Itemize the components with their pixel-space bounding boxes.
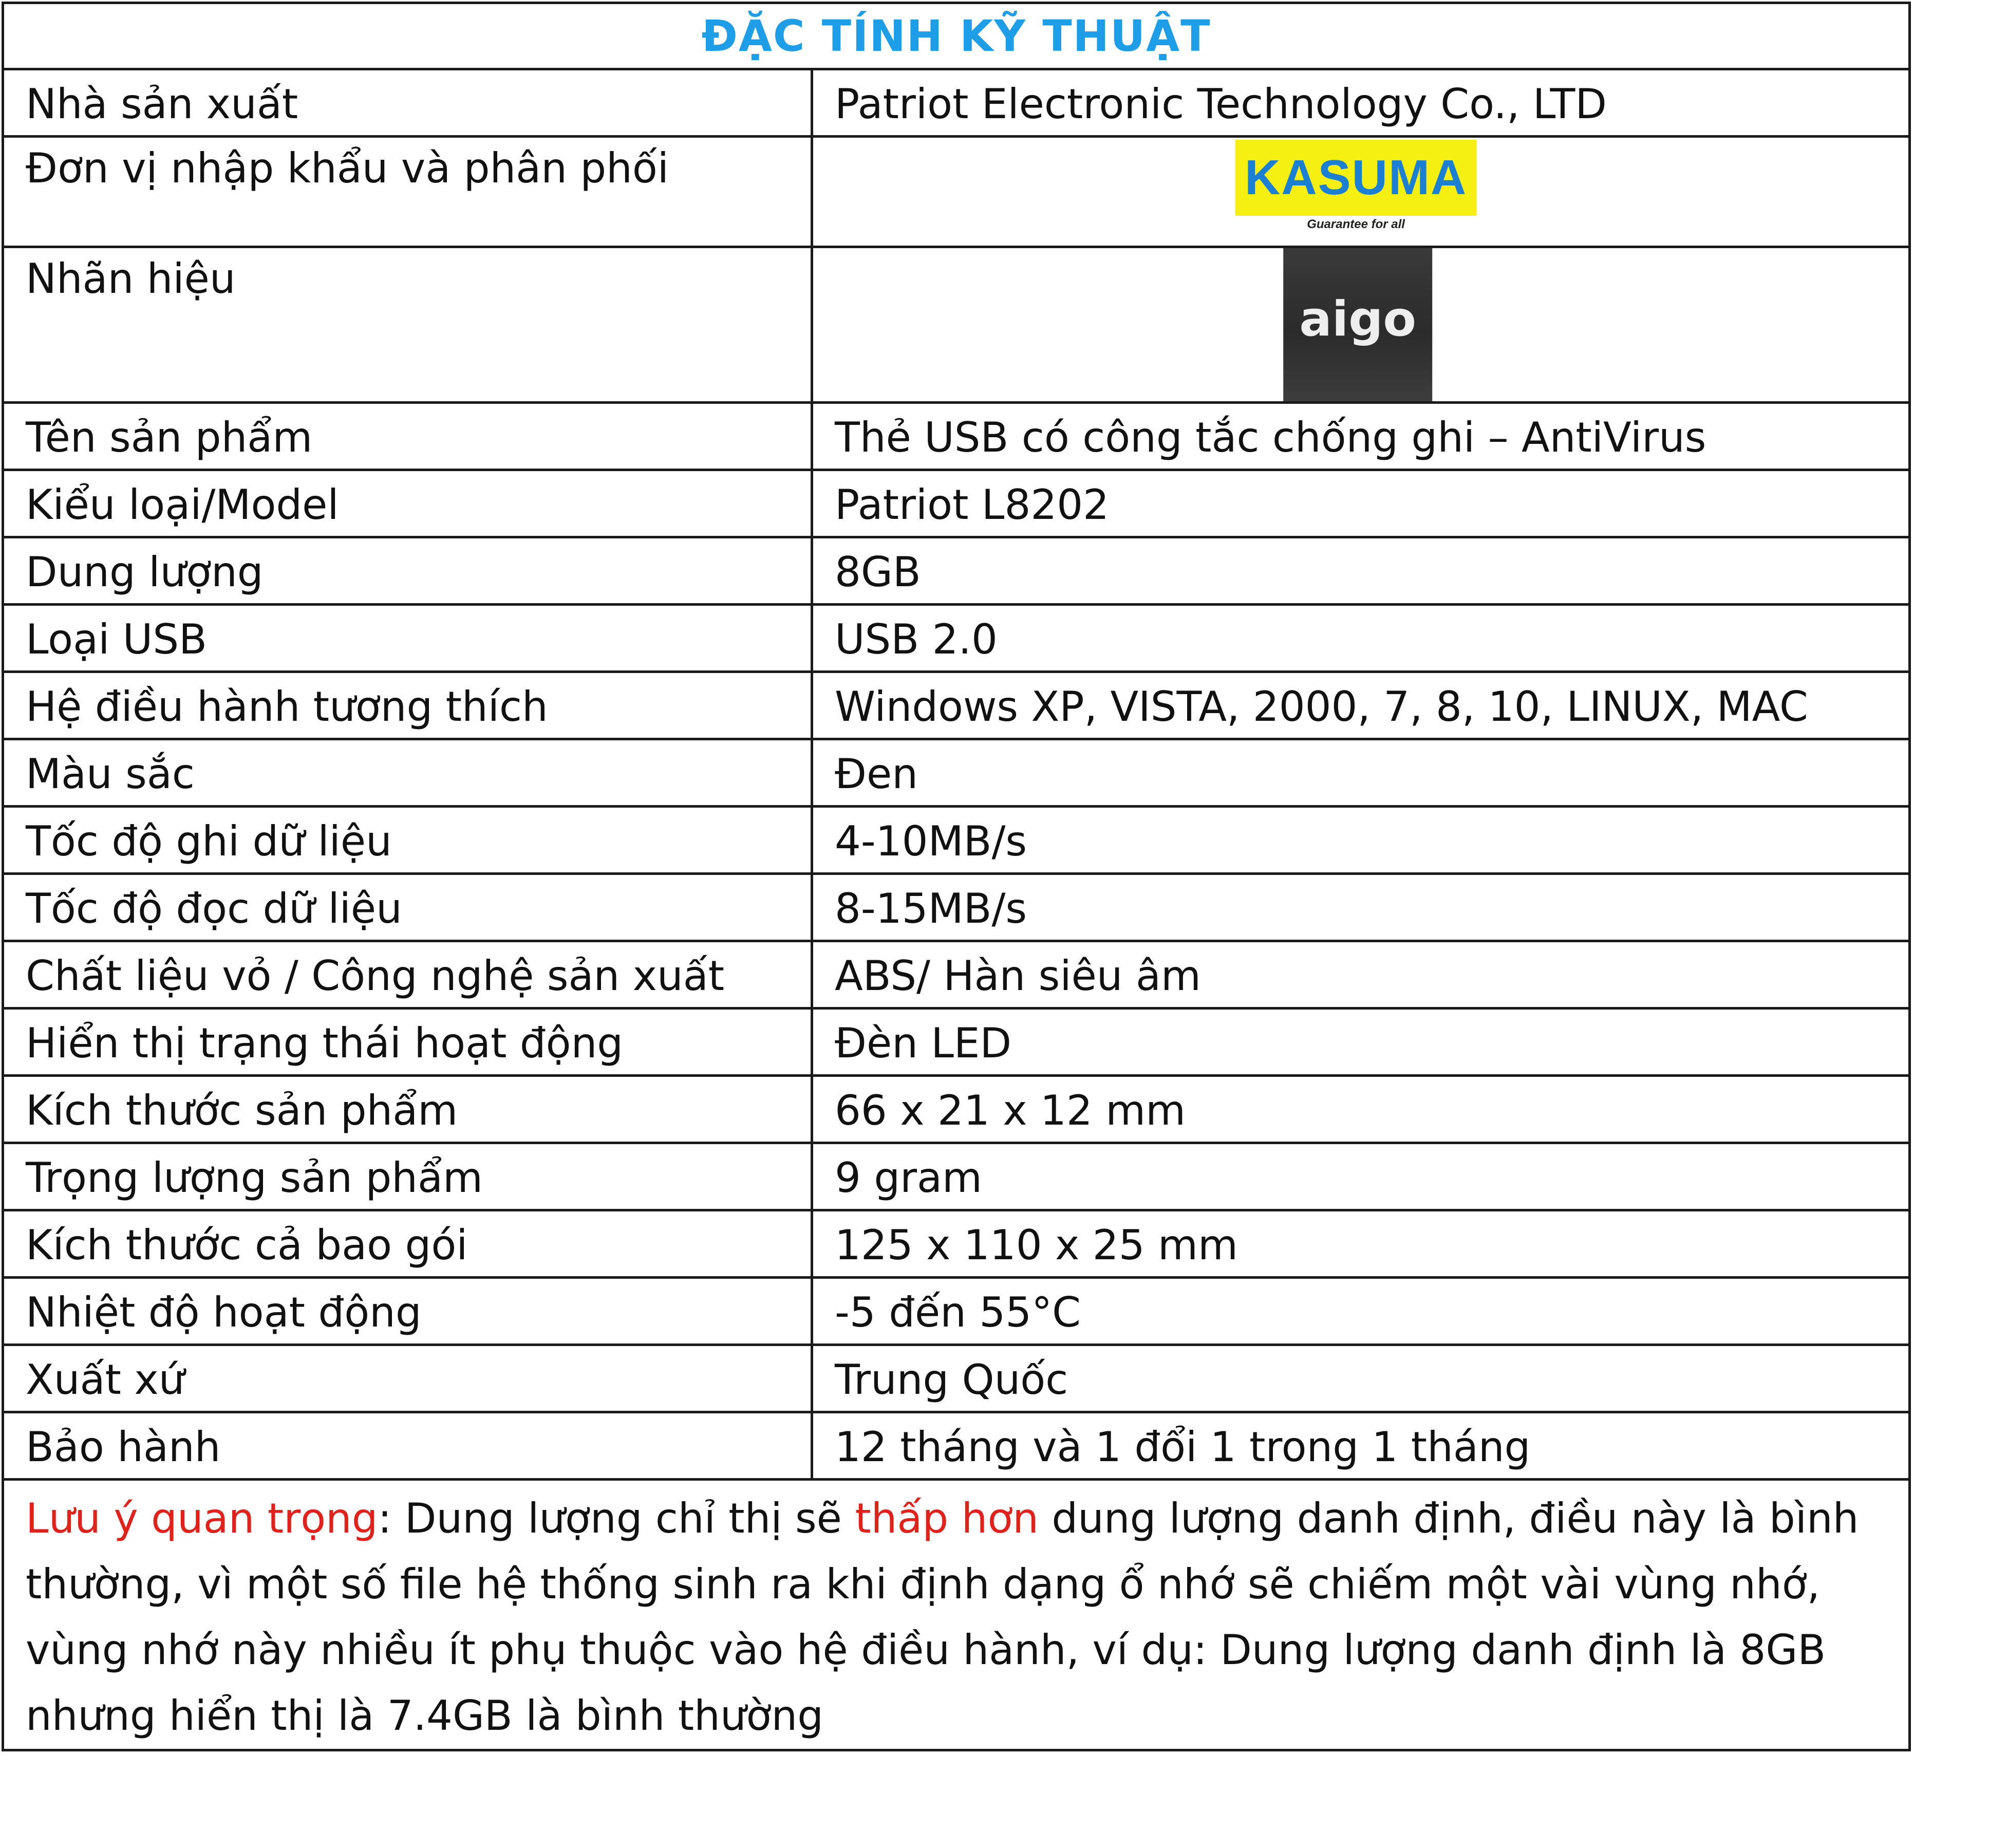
row-label: Bảo hành (3, 1412, 812, 1480)
row-label: Tốc độ đọc dữ liệu (3, 874, 812, 941)
row-label: Hệ điều hành tương thích (3, 672, 812, 739)
spec-title: ĐẶC TÍNH KỸ THUẬT (3, 3, 1910, 69)
row-value: 4-10MB/s (812, 807, 1910, 874)
row-label: Tốc độ ghi dữ liệu (3, 807, 812, 874)
row-value: 125 x 110 x 25 mm (812, 1210, 1910, 1278)
spec-title-row (3, 3, 1910, 69)
row-label: Nhãn hiệu (3, 247, 812, 403)
row-label: Dung lượng (3, 537, 812, 605)
table-row (3, 1009, 1910, 1076)
row-label: Kích thước sản phẩm (3, 1076, 812, 1143)
row-value: Thẻ USB có công tắc chống ghi – AntiVirus (812, 403, 1910, 470)
row-value: Patriot L8202 (812, 470, 1910, 537)
row-label: Tên sản phẩm (3, 403, 812, 470)
row-value: -5 đến 55°C (812, 1278, 1910, 1345)
row-value: 12 tháng và 1 đổi 1 trong 1 tháng (812, 1412, 1910, 1480)
table-row (3, 470, 1910, 537)
importer-logo-cell (812, 137, 1910, 247)
table-row (3, 672, 1910, 739)
row-value: Đen (812, 739, 1910, 807)
table-row (3, 941, 1910, 1009)
row-value: Windows XP, VISTA, 2000, 7, 8, 10, LINUX, MAC (812, 672, 1910, 739)
row-value: 9 gram (812, 1143, 1910, 1210)
table-row (3, 137, 1910, 247)
table-row (3, 69, 1910, 137)
kasuma-logo-text: KASUMA (1244, 150, 1468, 205)
row-label: Nhà sản xuất (3, 69, 812, 137)
important-note (3, 1480, 1910, 1750)
kasuma-tagline: Guarantee for all (1307, 217, 1405, 231)
aigo-logo-text: aigo (1299, 291, 1416, 347)
row-label: Đơn vị nhập khẩu và phân phối (3, 137, 812, 247)
row-value: ABS/ Hàn siêu âm (812, 941, 1910, 1009)
kasuma-logo-box (1235, 140, 1477, 216)
row-label: Chất liệu vỏ / Công nghệ sản xuất (3, 941, 812, 1009)
row-label: Nhiệt độ hoạt động (3, 1278, 812, 1345)
kasuma-logo (1235, 140, 1477, 233)
row-label: Hiển thị trạng thái hoạt động (3, 1009, 812, 1076)
note-row (3, 1480, 1910, 1750)
table-row (3, 403, 1910, 470)
note-highlight: thấp hơn (855, 1495, 1039, 1542)
row-value: USB 2.0 (812, 605, 1910, 672)
table-row (3, 537, 1910, 605)
row-value: 66 x 21 x 12 mm (812, 1076, 1910, 1143)
row-value: Trung Quốc (812, 1345, 1910, 1412)
table-row (3, 605, 1910, 672)
row-label: Màu sắc (3, 739, 812, 807)
row-value: Đèn LED (812, 1009, 1910, 1076)
table-row (3, 1278, 1910, 1345)
table-row (3, 874, 1910, 941)
spec-table (2, 2, 1911, 1751)
aigo-logo (1283, 248, 1432, 401)
table-row (3, 1345, 1910, 1412)
row-value: 8-15MB/s (812, 874, 1910, 941)
row-label: Loại USB (3, 605, 812, 672)
row-label: Kiểu loại/Model (3, 470, 812, 537)
note-lead: Lưu ý quan trọng (26, 1495, 378, 1542)
table-row (3, 1143, 1910, 1210)
row-label: Trọng lượng sản phẩm (3, 1143, 812, 1210)
table-row (3, 739, 1910, 807)
table-row (3, 807, 1910, 874)
note-part-1: : Dung lượng chỉ thị sẽ (378, 1495, 855, 1542)
row-label: Kích thước cả bao gói (3, 1210, 812, 1278)
table-row (3, 1076, 1910, 1143)
row-value: 8GB (812, 537, 1910, 605)
row-label: Xuất xứ (3, 1345, 812, 1412)
table-row (3, 247, 1910, 403)
brand-logo-cell (812, 247, 1910, 403)
note-part-2: dung lượng danh định, điều này là bình thường, vì một số file hệ thống sinh ra khi định dạng ổ nhớ sẽ chiếm một vài vùng nhớ, vùng nhớ này nhiều ít phụ thuộc vào hệ điều hành, ví dụ: Dung lượng danh định là 8GB nhưng hiển thị là 7.4GB là bình thường (26, 1495, 1859, 1740)
table-row (3, 1412, 1910, 1480)
row-value: Patriot Electronic Technology Co., LTD (812, 69, 1910, 137)
table-row (3, 1210, 1910, 1278)
